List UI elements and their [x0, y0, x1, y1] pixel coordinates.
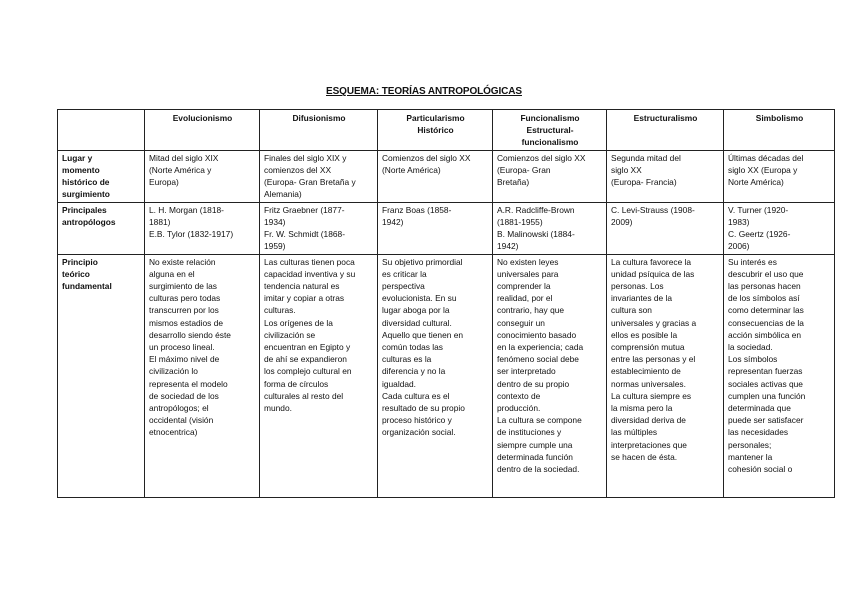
- table-cell: V. Turner (1920- 1983) C. Geertz (1926- 2006): [724, 202, 835, 254]
- table-row: [58, 150, 835, 202]
- column-header-difusionismo: Difusionismo: [260, 110, 378, 151]
- table-cell: C. Levi-Strauss (1908- 2009): [607, 202, 724, 254]
- theories-table: [57, 109, 835, 498]
- table-row: [58, 202, 835, 254]
- table-cell: La cultura favorece la unidad psíquica de las personas. Los invariantes de la cultura son universales y gracias a ellos es posible la comprensión mutua entre las personas y el establecimiento de normas universales. La cultura siempre es la misma pero la diversidad deriva de las múltiples interpretaciones que se hacen de ésta.: [607, 254, 724, 497]
- column-header-funcionalismo: Funcionalismo Estructural- funcionalismo: [493, 110, 607, 151]
- table-cell: Franz Boas (1858- 1942): [378, 202, 493, 254]
- table-cell: L. H. Morgan (1818- 1881) E.B. Tylor (1832-1917): [145, 202, 260, 254]
- table-cell: Su interés es descubrir el uso que las personas hacen de los símbolos así como determinar las consecuencias de la acción simbólica en la sociedad. Los símbolos representan fuerzas sociales activas que cumplen una función determinada que puede ser satisfacer las necesidades personales; mantener la cohesión social o: [724, 254, 835, 497]
- column-header-evolucionismo: Evolucionismo: [145, 110, 260, 151]
- row-label-lugar-momento: Lugar y momento histórico de surgimiento: [58, 150, 145, 202]
- column-header-particularismo: Particularismo Histórico: [378, 110, 493, 151]
- table-cell: Segunda mitad del siglo XX (Europa- Francia): [607, 150, 724, 202]
- row-label-antropologos: Principales antropólogos: [58, 202, 145, 254]
- table-cell: A.R. Radcliffe-Brown (1881-1955) B. Malinowski (1884- 1942): [493, 202, 607, 254]
- table-row: [58, 254, 835, 497]
- column-header-estructuralismo: Estructuralismo: [607, 110, 724, 151]
- row-label-principio-teorico: Principio teórico fundamental: [58, 254, 145, 497]
- table-cell: No existen leyes universales para comprender la realidad, por el contrario, hay que conseguir un conocimiento basado en la experiencia; cada fenómeno social debe ser interpretado dentro de su propio contexto de producción. La cultura se compone de instituciones y siempre cumple una determinada función dentro de la sociedad.: [493, 254, 607, 497]
- table-cell: No existe relación alguna en el surgimiento de las culturas pero todas transcurren por los mismos estadios de desarrollo siendo éste un proceso lineal. El máximo nivel de civilización lo representa el modelo de sociedad de los antropólogos; el occidental (visión etnocentrica): [145, 254, 260, 497]
- table-cell: Comienzos del siglo XX (Europa- Gran Bretaña): [493, 150, 607, 202]
- table-cell: Finales del siglo XIX y comienzos del XX (Europa- Gran Bretaña y Alemania): [260, 150, 378, 202]
- table-cell: Su objetivo primordial es criticar la perspectiva evolucionista. En su lugar aboga por la diversidad cultural. Aquello que tienen en común todas las culturas es la diferencia y no la igualdad. Cada cultura es el resultado de su propio proceso histórico y organización social.: [378, 254, 493, 497]
- table-header-row: [58, 110, 835, 151]
- table-cell: Las culturas tienen poca capacidad inventiva y su tendencia natural es imitar y copiar a otras culturas. Los orígenes de la civilización se encuentran en Egipto y de ahí se expandieron los complejo cultural en forma de círculos culturales al resto del mundo.: [260, 254, 378, 497]
- table-cell: Fritz Graebner (1877- 1934) Fr. W. Schmidt (1868- 1959): [260, 202, 378, 254]
- table-cell: Últimas décadas del siglo XX (Europa y Norte América): [724, 150, 835, 202]
- column-header-simbolismo: Simbolismo: [724, 110, 835, 151]
- table-cell: Comienzos del siglo XX (Norte América): [378, 150, 493, 202]
- table-cell: Mitad del siglo XIX (Norte América y Europa): [145, 150, 260, 202]
- page-title: ESQUEMA: TEORÍAS ANTROPOLÓGICAS: [326, 86, 522, 97]
- corner-cell: [58, 110, 145, 151]
